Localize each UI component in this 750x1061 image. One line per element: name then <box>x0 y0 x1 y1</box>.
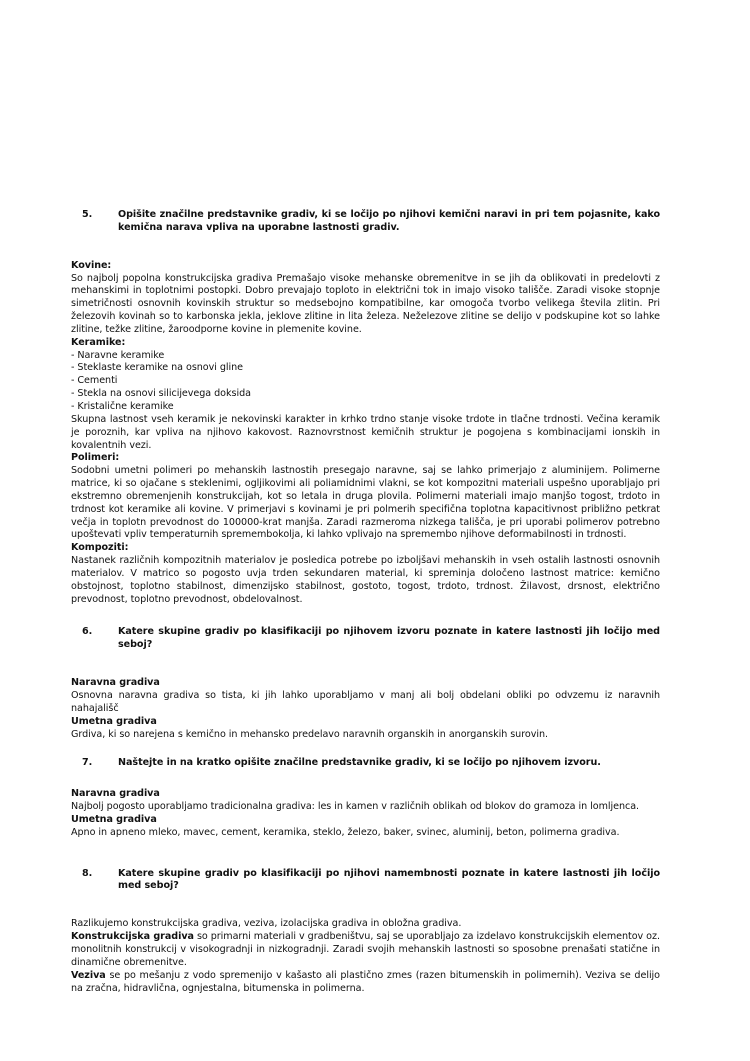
section-heading-naravna-gradiva: Naravna gradiva <box>71 788 160 800</box>
section-heading-umetna-gradiva: Umetna gradiva <box>71 715 157 727</box>
paragraph-kompoziti: Nastanek različnih kompozitnih materialov je posledica potrebe po izboljšavi mehanskih in vseh ostalih lastnosti osnovnih materialov. V matrico so pogosto uvja trden sekundaren material, ki spreminja določeno lastnost matrice: kemično obstojnost, toplotno stabilnost, dimenzijsko stabilnost, gostoto, togost, trdoto, trdnost. Žilavost, drsnost, električno prevodnost, toplotno prevodnost, obdelovalnost. <box>71 555 660 605</box>
term-konstrukcijska-gradiva: Konstrukcijska gradiva <box>71 931 194 943</box>
definition-konstrukcijska-gradiva: so primarni materiali v gradbeništvu, saj se uporabljajo za izdelavo konstrukcijskih elementov oz. monolitnih konstrukcij v visokogradnji in nizkogradnji. Zaradi svojih mehanskih lastnosti so sposobne prenašati statične in dinamične obremenitve. <box>71 931 660 968</box>
document-page <box>71 209 660 995</box>
paragraph-intro: Razlikujemo konstrukcijska gradiva, veziva, izolacijska gradiva in obložna gradiva. <box>71 918 462 930</box>
section-heading-umetna-gradiva: Umetna gradiva <box>71 813 157 825</box>
question-text: Katere skupine gradiv po klasifikaciji po njihovi namembnosti poznate in katere lastnosti jih ločijo med seboj? <box>118 867 660 892</box>
section-heading-keramike: Keramike: <box>71 336 126 348</box>
question-number: 6. <box>82 626 93 638</box>
term-veziva: Veziva <box>71 969 106 981</box>
question-5 <box>71 209 660 235</box>
paragraph-veziva <box>71 970 660 996</box>
list-item: - Cementi <box>71 375 118 387</box>
question-text: Naštejte in na kratko opišite značilne predstavnike gradiv, ki se ločijo po njihovem izvoru. <box>118 757 601 769</box>
question-number: 7. <box>82 757 93 769</box>
paragraph-polimeri: Sodobni umetni polimeri po mehanskih lastnostih presegajo naravne, saj se lahko primerjajo z aluminijem. Polimerne matrice, ki so ojačane s steklenimi, ogljikovimi ali poliamidnimi vlakni, se kot kompozitni materiali uspešno uporabljajo pri ekstremno obremenjenih konstrukcijah, kot so letala in druga plovila. Polimerni materiali imajo manjšo togost, trdoto in trdnost kot keramike ali kovine. V primerjavi s kovinami je pri polmerih specifična toplotna kapacitivnost približno petkrat večja in toplotn prevodnost do 100000-krat manjša. Zaradi razmeroma nizkega tališča, je pri uporabi polimerov potrebno upoštevati vpliv temperaturnih spremembokolja, ki lahko vplivajo na spremembo njihove deformabilnosti in trdnosti. <box>71 465 660 541</box>
question-number: 8. <box>82 867 93 879</box>
paragraph-konstrukcijska-gradiva <box>71 931 660 970</box>
paragraph-kovine: So najbolj popolna konstrukcijska gradiva Premašajo visoke mehanske obremenitve in se jih da oblikovati in predelovti z mehanskimi in toplotnimi postopki. Dobro prevajajo toploto in električni tok in imajo visoko tališče. Zaradi visoke stopnje simetričnosti osnovnih kovinskih struktur so medsebojno kompatibilne, kar omogoča tvorbo velikega števila zlitin. Pri železovih kovinah so to karbonska jekla, jeklove zlitine in lita železa. Neželezove zlitine se delijo v podskupine kot so lahke zlitine, težke zlitine, žaroodporne kovine in plemenite kovine. <box>71 272 660 335</box>
paragraph-umetna-gradiva: Grdiva, ki so narejena s kemično in mehansko predelavo naravnih organskih in anorganskih surovin. <box>71 728 548 740</box>
question-6 <box>71 626 660 652</box>
paragraph-naravna-gradiva: Najbolj pogosto uporabljamo tradicionalna gradiva: les in kamen v različnih oblikah od blokov do gramoza in lomljenca. <box>71 801 640 813</box>
question-text: Opišite značilne predstavnike gradiv, ki se ločijo po njihovi kemični naravi in pri tem pojasnite, kako kemična narava vpliva na uporabne lastnosti gradiv. <box>118 209 660 233</box>
section-heading-polimeri: Polimeri: <box>71 452 120 464</box>
paragraph-keramike: Skupna lastnost vseh keramik je nekovinski karakter in krhko trdno stanje visoke trdote in tlačne trdnosti. Večina keramik je poroznih, kar vpliva na njihovo kakovost. Raznovrstnost kemičnih struktur je pogojena s kombinacijami ionskih in kovalentnih vezi. <box>71 413 660 451</box>
question-text: Katere skupine gradiv po klasifikaciji po njihovem izvoru poznate in katere lastnosti jih ločijo med seboj? <box>118 626 660 651</box>
list-item: - Stekla na osnovi silicijevega doksida <box>71 388 251 400</box>
section-heading-kovine: Kovine: <box>71 259 112 271</box>
question-7 <box>71 757 660 770</box>
paragraph-umetna-gradiva: Apno in apneno mleko, mavec, cement, keramika, steklo, železo, baker, svinec, aluminij, beton, polimerna gradiva. <box>71 826 620 838</box>
paragraph-naravna-gradiva: Osnovna naravna gradiva so tista, ki jih lahko uporabljamo v manj ali bolj obdelani obliki po odvzemu iz naravnih nahajališč <box>71 690 660 714</box>
section-heading-kompoziti: Kompoziti: <box>71 542 129 554</box>
list-item: - Steklaste keramike na osnovi gline <box>71 362 244 374</box>
list-item: - Kristalične keramike <box>71 400 174 412</box>
section-heading-naravna-gradiva: Naravna gradiva <box>71 677 160 689</box>
definition-veziva: se po mešanju z vodo spremenijo v kašasto ali plastično zmes (razen bitumenskih in polimernih). Veziva se delijo na zračna, hidravlična, ognjestalna, bitumenska in polimerna. <box>71 969 660 994</box>
question-8 <box>71 868 660 894</box>
question-number: 5. <box>82 209 93 220</box>
list-item: - Naravne keramike <box>71 349 165 361</box>
